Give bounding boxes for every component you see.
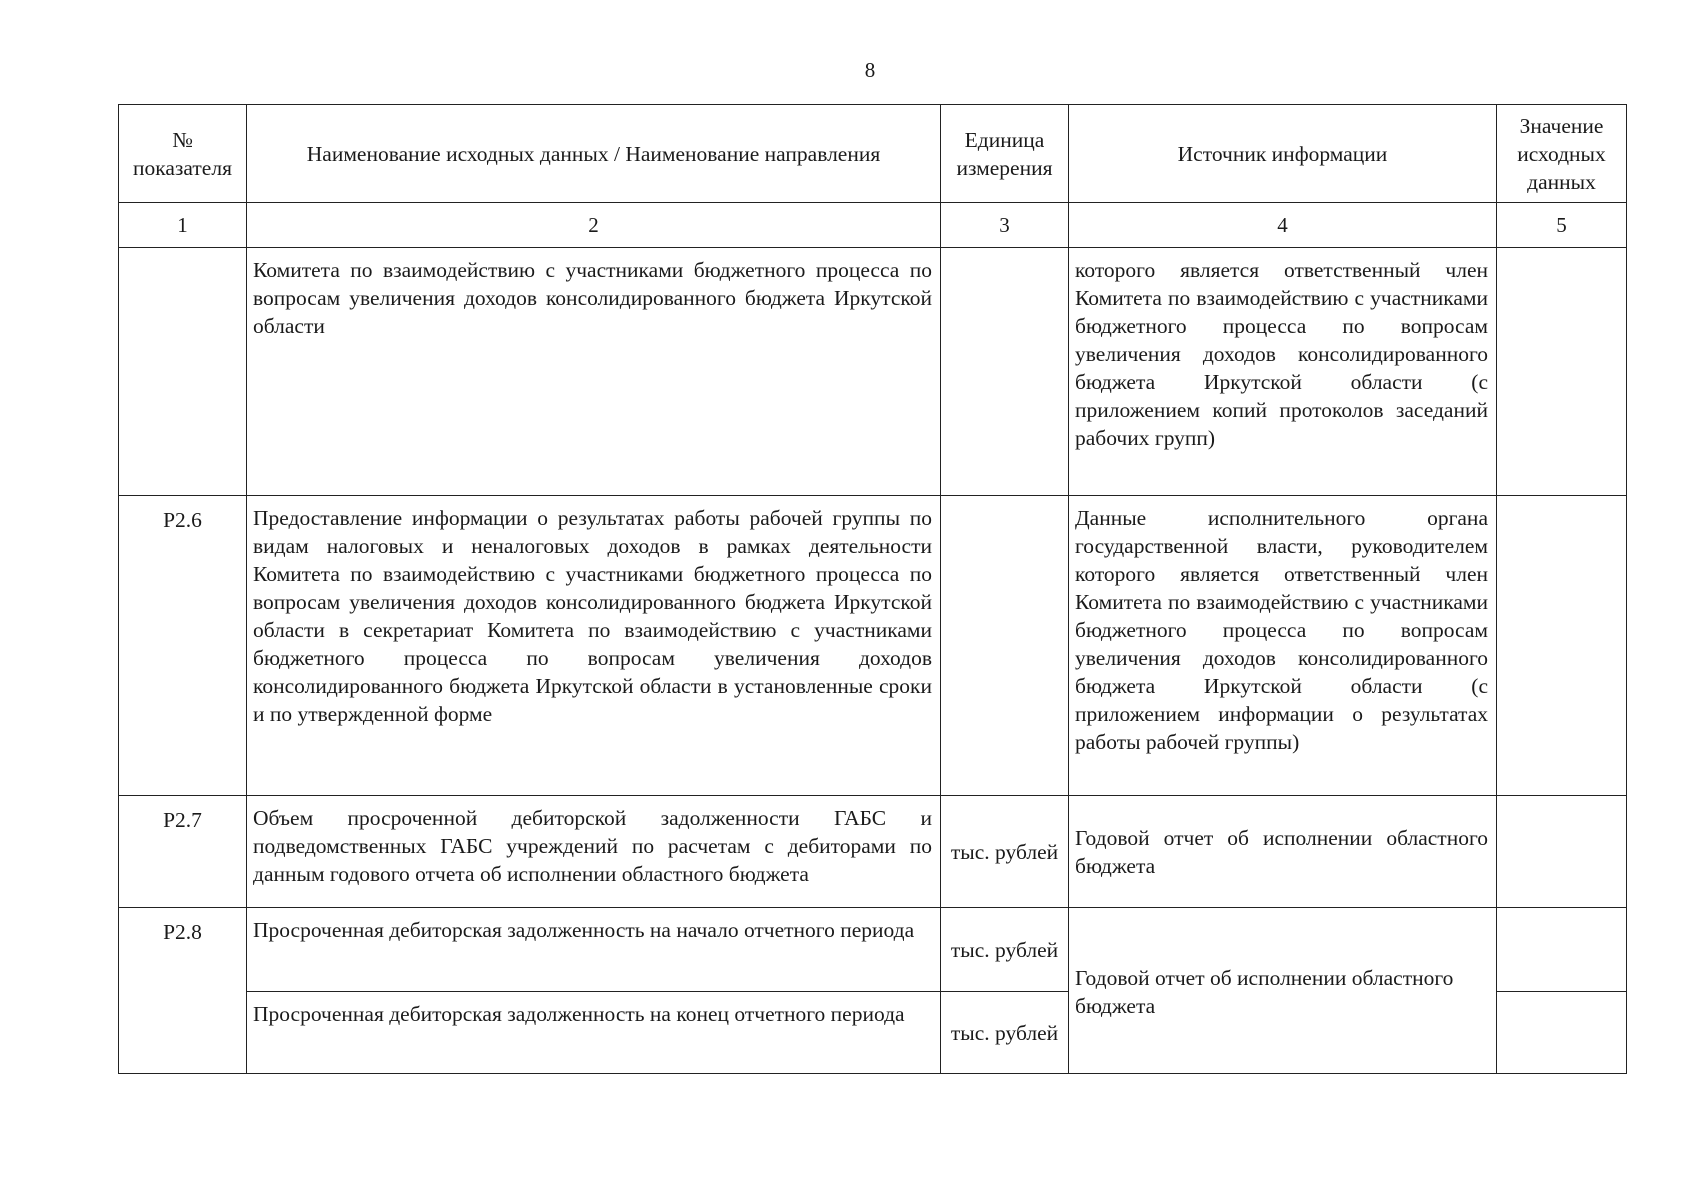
header-indicator-number: № показателя — [119, 105, 247, 203]
table-row — [119, 908, 1627, 992]
table-row — [119, 496, 1627, 796]
indicator-unit: тыс. рублей — [941, 796, 1069, 908]
indicator-name: Просроченная дебиторская задолженность на конец отчетного периода — [253, 1002, 905, 1026]
column-number: 5 — [1497, 203, 1627, 248]
header-unit: Единица измерения — [941, 105, 1069, 203]
indicator-value — [1497, 796, 1627, 908]
indicator-name-cell — [247, 992, 941, 1074]
indicator-value — [1497, 992, 1627, 1074]
indicator-unit — [941, 248, 1069, 496]
indicator-name: Предоставление информации о результатах работы рабочей группы по видам налоговых и неналоговых доходов в рамках деятельности Комитета по взаимодействию с участниками бюджетного процесса по вопросам увеличения доходов консолидированного бюджета Иркутской области в секретариат Комитета по взаимодействию с участниками бюджетного процесса по вопросам увеличения доходов консолидированного бюджета Иркутской области в установленные сроки и по утвержденной форме — [253, 506, 932, 726]
indicator-name-cell — [247, 248, 941, 496]
table-header-row — [119, 105, 1627, 203]
column-number: 1 — [119, 203, 247, 248]
indicator-source-cell — [1069, 796, 1497, 908]
table-row — [119, 248, 1627, 496]
header-value: Значение исходных данных — [1497, 105, 1627, 203]
indicator-name-cell — [247, 796, 941, 908]
indicator-name: Объем просроченной дебиторской задолженности ГАБС и подведомственных ГАБС учреждений по расчетам с дебиторами по данным годового отчета об исполнении областного бюджета — [253, 806, 932, 886]
indicator-value — [1497, 908, 1627, 992]
indicator-source: которого является ответственный член Комитета по взаимодействию с участниками бюджетного процесса по вопросам увеличения доходов консолидированного бюджета Иркутской области (с приложением копий протоколов заседаний рабочих групп) — [1075, 258, 1488, 450]
indicator-name-cell — [247, 496, 941, 796]
header-source: Источник информации — [1069, 105, 1497, 203]
indicator-unit: тыс. рублей — [941, 908, 1069, 992]
indicator-source-cell — [1069, 248, 1497, 496]
indicator-value — [1497, 248, 1627, 496]
indicator-value — [1497, 496, 1627, 796]
indicator-unit — [941, 496, 1069, 796]
indicator-source: Годовой отчет об исполнении областного бюджета — [1075, 826, 1488, 878]
indicator-source-cell — [1069, 908, 1497, 1074]
column-number: 4 — [1069, 203, 1497, 248]
page-number: 8 — [864, 58, 876, 82]
indicator-source: Данные исполнительного органа государственной власти, руководителем которого является ответственный член Комитета по взаимодействию с участниками бюджетного процесса по вопросам увеличения доходов консолидированного бюджета Иркутской области (с приложением информации о результатах работы рабочей группы) — [1075, 506, 1488, 754]
indicator-number — [119, 248, 247, 496]
column-number: 3 — [941, 203, 1069, 248]
indicator-number: Р2.8 — [119, 908, 247, 1074]
indicator-source: Годовой отчет об исполнении областного бюджета — [1075, 965, 1454, 1018]
indicators-table — [118, 104, 1627, 1074]
indicator-number: Р2.7 — [119, 796, 247, 908]
column-numbers-row — [119, 203, 1627, 248]
table-row — [119, 796, 1627, 908]
indicator-name: Просроченная дебиторская задолженность на начало отчетного периода — [253, 918, 915, 942]
header-name: Наименование исходных данных / Наименование направления — [247, 105, 941, 203]
indicator-number: Р2.6 — [119, 496, 247, 796]
indicator-source-cell — [1069, 496, 1497, 796]
column-number: 2 — [247, 203, 941, 248]
indicator-name-cell — [247, 908, 941, 992]
indicator-unit: тыс. рублей — [941, 992, 1069, 1074]
indicator-name: Комитета по взаимодействию с участниками бюджетного процесса по вопросам увеличения доходов консолидированного бюджета Иркутской области — [253, 258, 932, 338]
